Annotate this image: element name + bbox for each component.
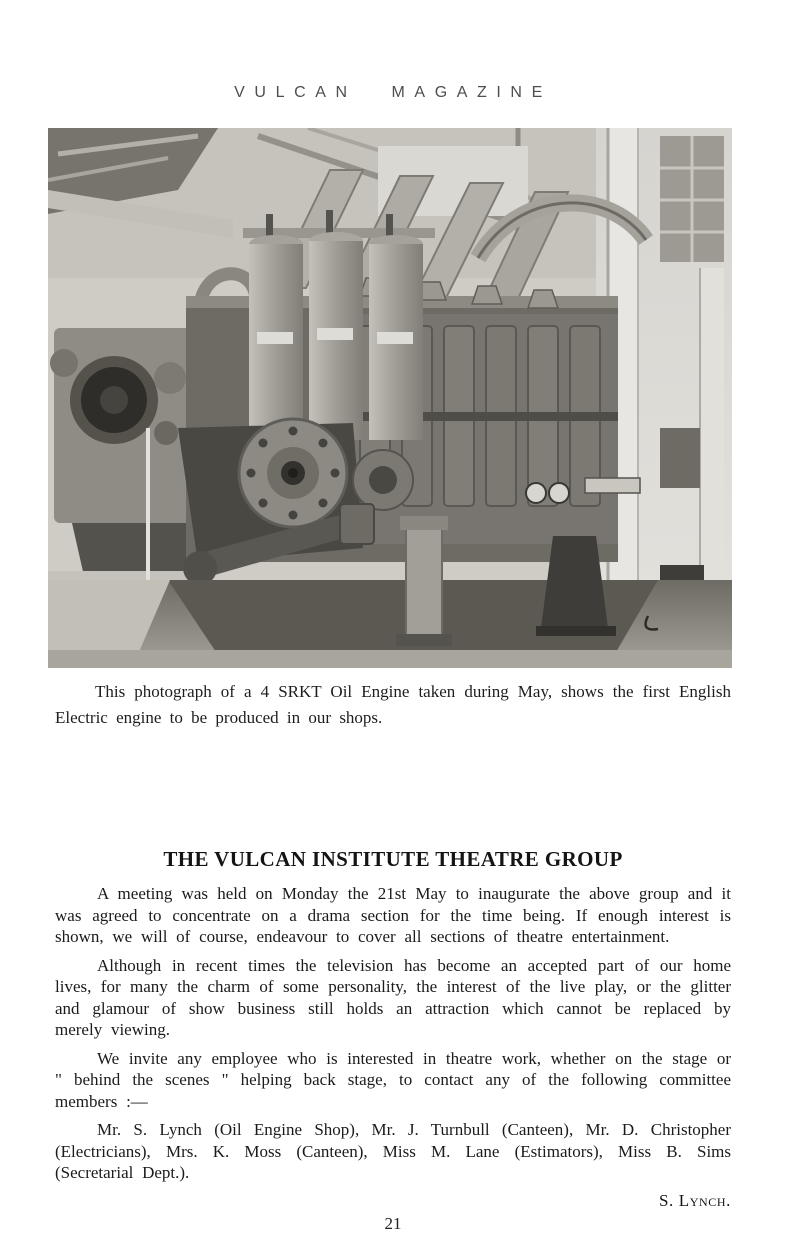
engine-photo-illustration — [48, 128, 732, 668]
engine-photo — [48, 128, 732, 668]
article-paragraph: We invite any employee who is interested in theatre work, whether on the stage or " behind the scenes " helping back stage, to contact any of the following committee members :— — [55, 1048, 731, 1111]
article-paragraph: Mr. S. Lynch (Oil Engine Shop), Mr. J. Turnbull (Canteen), Mr. D. Christopher (Electricians), Mrs. K. Moss (Canteen), Miss M. Lane (Estimators), Miss B. Sims (Secretarial Dept.). — [55, 1120, 731, 1182]
article-title: THE VULCAN INSTITUTE THEATRE GROUP — [163, 847, 623, 871]
magazine-title: VULCAN MAGAZINE — [234, 84, 552, 101]
photo-caption: This photograph of a 4 SRKT Oil Engine taken during May, shows the first English Electric engine to be produced in our shops. — [55, 682, 731, 727]
article — [55, 847, 731, 1234]
article-paragraph: Although in recent times the television has become an accepted part of our home lives, for many the charm of some personality, the interest of the live play, or the glitter and glamour of show business still holds an attraction which cannot be replaced by merely viewing. — [55, 955, 731, 1039]
article-paragraph: A meeting was held on Monday the 21st May to inaugurate the above group and it was agreed to concentrate on a drama section for the time being. If enough interest is shown, we will of course, endeavour to cover all sections of theatre entertainment. — [55, 884, 731, 946]
page-number: 21 — [384, 1213, 402, 1233]
article-signature: S. Lynch. — [659, 1190, 731, 1210]
